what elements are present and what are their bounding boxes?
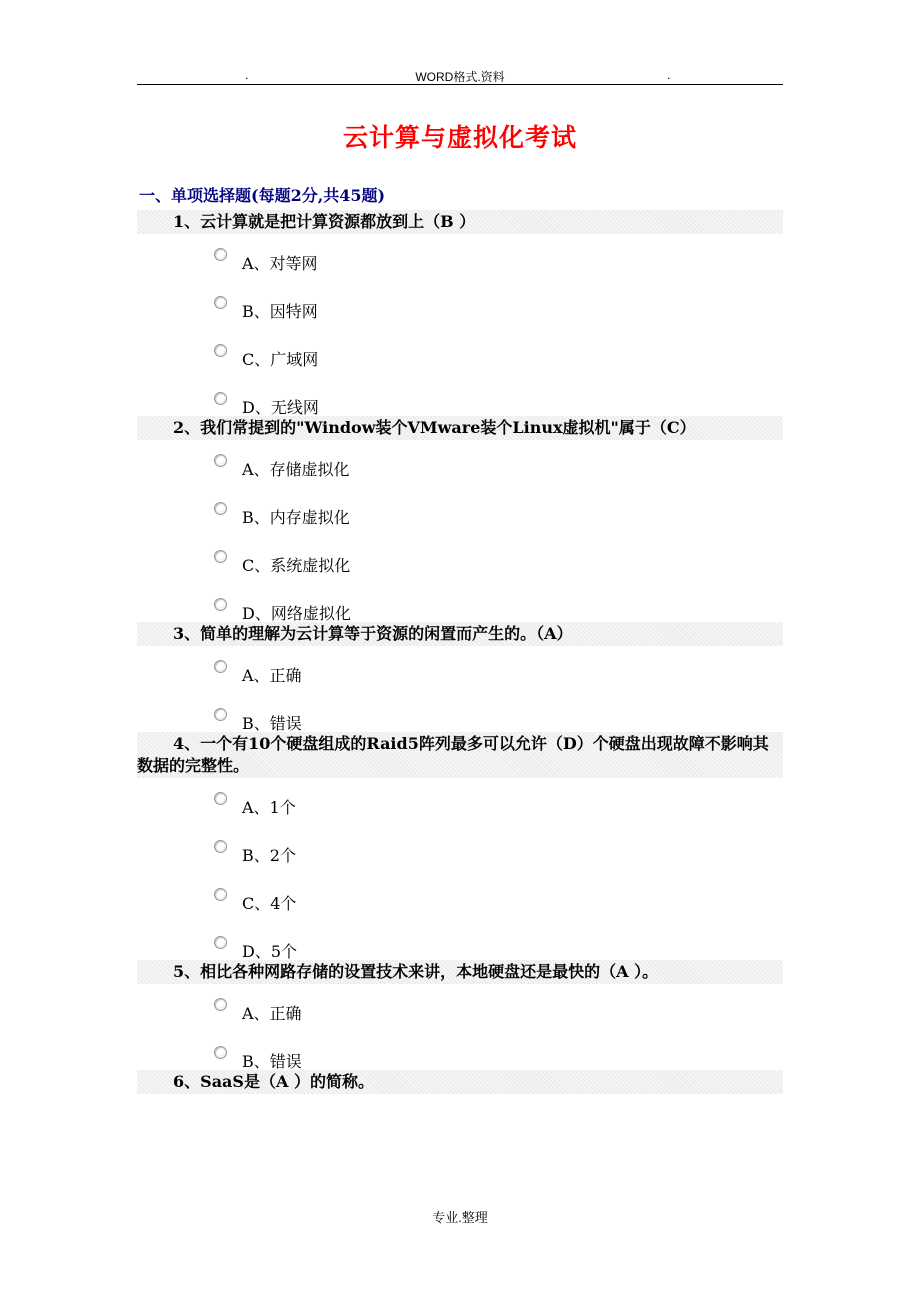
radio-button-icon[interactable]	[214, 344, 227, 357]
document-body	[137, 182, 783, 1094]
option-label: B、2个	[242, 846, 296, 865]
option-label: B、因特网	[242, 302, 318, 321]
radio-button-icon[interactable]	[214, 888, 227, 901]
option-q4-a[interactable]	[137, 784, 783, 832]
option-label: A、正确	[242, 666, 302, 685]
question-2	[137, 416, 783, 440]
question-text: 5、相比各种网路存储的设置技术来讲，本地硬盘还是最快的（A ）。	[173, 962, 659, 981]
question-4	[137, 732, 783, 778]
radio-button-icon[interactable]	[214, 248, 227, 261]
header-title: WORD格式.资料	[415, 70, 505, 84]
option-label: B、错误	[242, 1052, 302, 1071]
option-q2-d[interactable]	[137, 590, 783, 622]
radio-button-icon[interactable]	[214, 454, 227, 467]
option-label: A、1个	[242, 798, 296, 817]
option-label: C、4个	[242, 894, 297, 913]
radio-button-icon[interactable]	[214, 502, 227, 515]
header-left-mark: .	[245, 68, 249, 82]
option-q5-a[interactable]	[137, 990, 783, 1038]
option-q5-b[interactable]	[137, 1038, 783, 1070]
option-q1-d[interactable]	[137, 384, 783, 416]
option-q1-b[interactable]	[137, 288, 783, 336]
option-label: A、正确	[242, 1004, 302, 1023]
radio-button-icon[interactable]	[214, 936, 227, 949]
option-label: B、错误	[242, 714, 302, 733]
question-text: 2、我们常提到的"Window装个VMware装个Linux虚拟机"属于（C）	[173, 418, 696, 437]
option-label: C、广域网	[242, 350, 319, 369]
option-q2-a[interactable]	[137, 446, 783, 494]
header-right-mark: .	[667, 68, 671, 82]
option-label: D、网络虚拟化	[242, 604, 351, 623]
option-label: A、存储虚拟化	[242, 460, 350, 479]
option-label: B、内存虚拟化	[242, 508, 350, 527]
question-text: 3、简单的理解为云计算等于资源的闲置而产生的。（A）	[173, 624, 573, 643]
option-q4-d[interactable]	[137, 928, 783, 960]
options-q5	[137, 984, 783, 1070]
radio-button-icon[interactable]	[214, 840, 227, 853]
radio-button-icon[interactable]	[214, 1046, 227, 1059]
radio-button-icon[interactable]	[214, 550, 227, 563]
option-q1-c[interactable]	[137, 336, 783, 384]
option-label: D、无线网	[242, 398, 319, 417]
question-3	[137, 622, 783, 646]
radio-button-icon[interactable]	[214, 708, 227, 721]
question-6	[137, 1070, 783, 1094]
options-q4	[137, 778, 783, 960]
option-q2-c[interactable]	[137, 542, 783, 590]
option-label: A、对等网	[242, 254, 318, 273]
page-header	[137, 62, 783, 85]
options-q1	[137, 234, 783, 416]
radio-button-icon[interactable]	[214, 296, 227, 309]
question-text: 4、一个有10个硬盘组成的Raid5阵列最多可以允许（D）个硬盘出现故障不影响其数据的完整性。	[137, 734, 769, 775]
option-q2-b[interactable]	[137, 494, 783, 542]
options-q3	[137, 646, 783, 732]
option-q4-b[interactable]	[137, 832, 783, 880]
question-text: 6、SaaS是（A ）的简称。	[173, 1072, 374, 1091]
option-label: D、5个	[242, 942, 298, 961]
question-5	[137, 960, 783, 984]
option-q3-b[interactable]	[137, 700, 783, 732]
page-footer: 专业.整理	[432, 1210, 488, 1225]
options-q2	[137, 440, 783, 622]
section-heading: 一、单项选择题(每题2分,共45题)	[139, 186, 386, 205]
option-q4-c[interactable]	[137, 880, 783, 928]
radio-button-icon[interactable]	[214, 998, 227, 1011]
option-q1-a[interactable]	[137, 240, 783, 288]
option-q3-a[interactable]	[137, 652, 783, 700]
radio-button-icon[interactable]	[214, 660, 227, 673]
radio-button-icon[interactable]	[214, 392, 227, 405]
radio-button-icon[interactable]	[214, 792, 227, 805]
option-label: C、系统虚拟化	[242, 556, 351, 575]
radio-button-icon[interactable]	[214, 598, 227, 611]
document-title: 云计算与虚拟化考试	[342, 123, 577, 152]
question-1	[137, 210, 783, 234]
question-text: 1、云计算就是把计算资源都放到上（B ）	[173, 212, 476, 231]
